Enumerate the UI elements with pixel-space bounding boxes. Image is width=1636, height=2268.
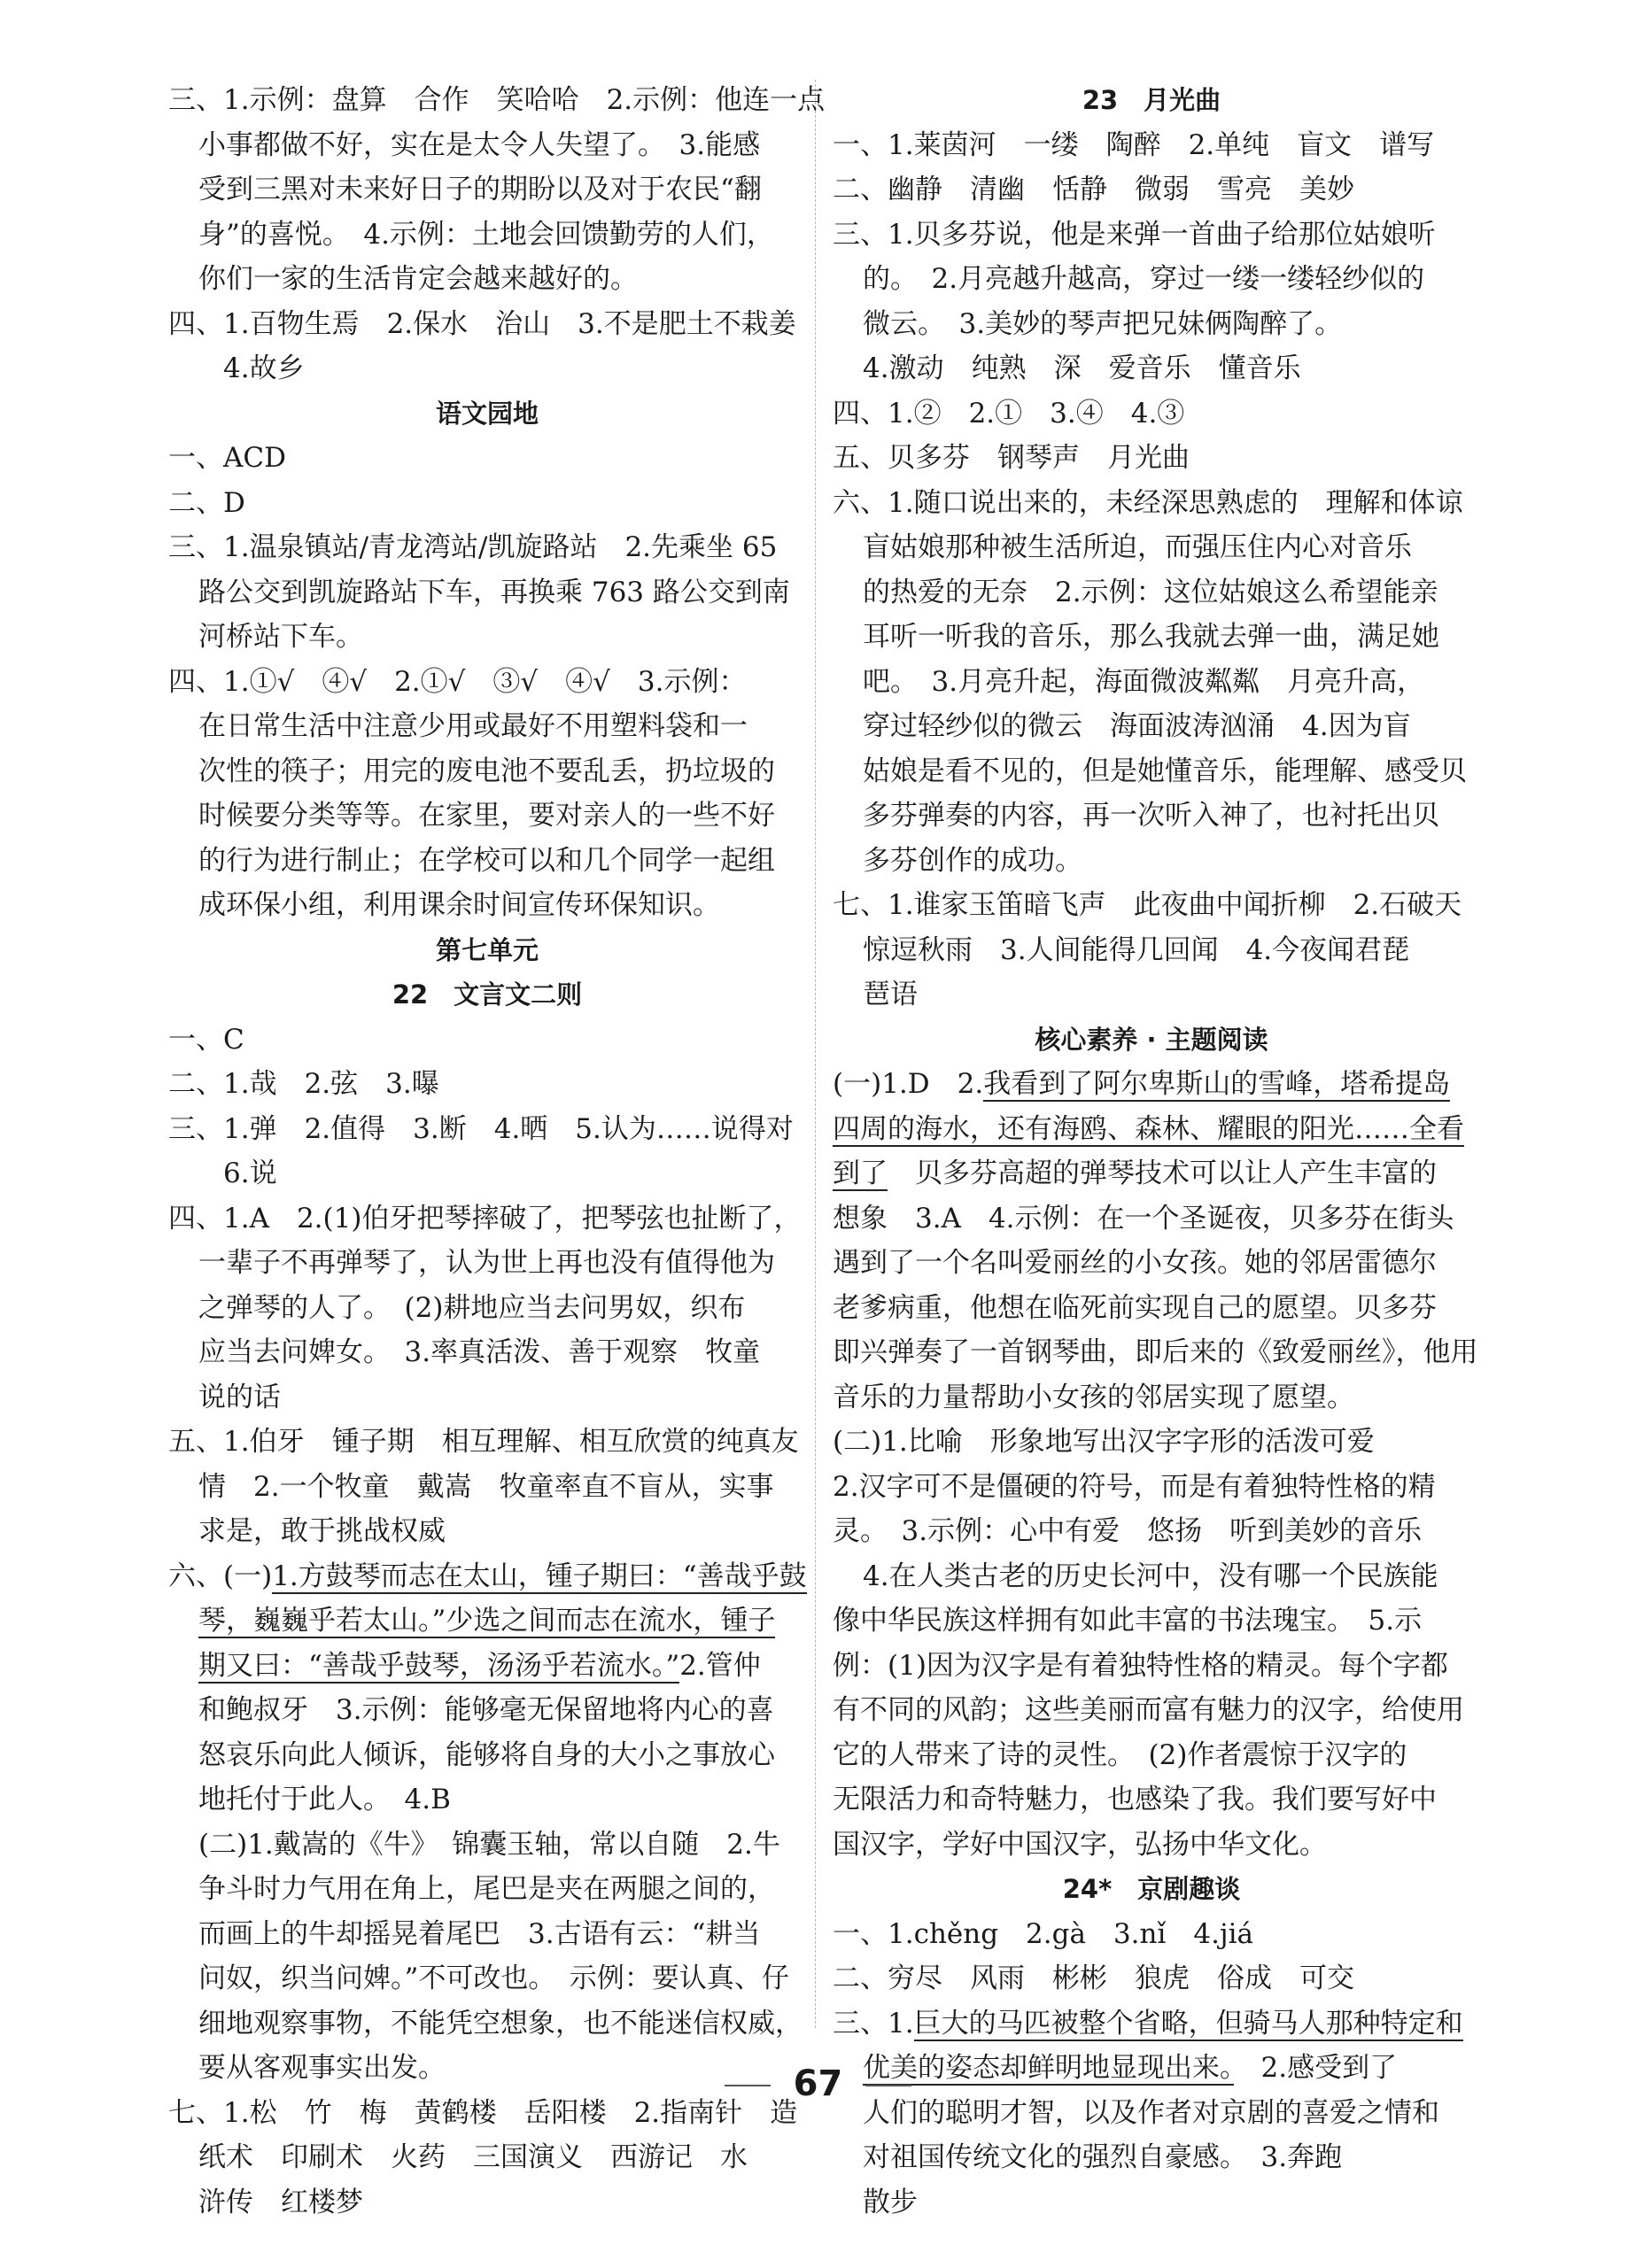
unit-heading: 第七单元 xyxy=(435,934,539,965)
text-line: 小事都做不好，实在是太令人失望了。 3.能感 xyxy=(198,128,761,161)
text-line: 4.在人类古老的历史长河中，没有哪一个民族能 xyxy=(863,1560,1438,1592)
text-line: 浒传 红楼梦 xyxy=(198,2186,363,2218)
text-line: 三、1.示例：盘算 合作 笑哈哈 2.示例：他连一点 xyxy=(168,84,826,116)
text-line: 四、1.② 2.① 3.④ 4.③ xyxy=(833,397,1185,430)
underlined-text: 期又曰：“善哉乎鼓琴，汤汤乎若流水。” xyxy=(198,1649,680,1682)
text-line: 耳听一听我的音乐，那么我就去弹一曲，满足她 xyxy=(863,621,1439,653)
right-column xyxy=(833,78,1478,2225)
text-line: 二、1.哉 2.弦 3.曝 xyxy=(168,1068,439,1100)
text-line: 国汉字，学好中国汉字，弘扬中华文化。 xyxy=(833,1828,1327,1861)
text-line: 一、1.莱茵河 一缕 陶醉 2.单纯 盲文 谱写 xyxy=(833,128,1435,161)
text-line: 吧。 3.月亮升起，海面微波粼粼 月亮升高， xyxy=(863,665,1425,698)
text-line: 争斗时力气用在角上，尾巴是夹在两腿之间的， xyxy=(198,1873,775,1905)
text-line: 二、幽静 清幽 恬静 微弱 雪亮 美妙 xyxy=(833,174,1354,205)
text-line: 遇到了一个名叫爱丽丝的小女孩。她的邻居雷德尔 xyxy=(833,1247,1437,1279)
page-number-value: 67 xyxy=(793,2063,843,2104)
underlined-text: 巨大的马匹被整个省略，但骑马人那种特定和 xyxy=(913,2007,1463,2040)
text-line xyxy=(833,1151,1470,1196)
text-line: 对祖国传统文化的强烈自豪感。 3.奔跑 xyxy=(863,2141,1343,2173)
text-line: 姑娘是看不见的，但是她懂音乐，能理解、感受贝 xyxy=(863,755,1467,787)
text-line: 成环保小组，利用课余时间宣传环保知识。 xyxy=(198,889,720,921)
text-line: 音乐的力量帮助小女孩的邻居实现了愿望。 xyxy=(833,1381,1354,1413)
text-segment: 贝多芬高超的弹琴技术可以让人产生丰富的 xyxy=(888,1157,1437,1189)
section-heading: 语文园地 xyxy=(435,398,539,429)
text-line: 一、C xyxy=(168,1023,244,1056)
text-line: 七、1.谁家玉笛暗飞声 此夜曲中闻折柳 2.石破天 xyxy=(833,889,1462,921)
text-line: 的。 2.月亮越升越高，穿过一缕一缕轻纱似的 xyxy=(863,263,1425,295)
underlined-text: 琴，巍巍乎若太山。”少选之间而志在流水，锺子 xyxy=(198,1605,776,1637)
lesson-heading: 23 月光曲 xyxy=(1082,85,1221,115)
text-line: 盲姑娘那种被生活所迫，而强压住内心对音乐 xyxy=(863,531,1412,563)
text-line: 细地观察事物，不能凭空想象，也不能迷信权威， xyxy=(198,2007,802,2040)
text-line: 受到三黑对未来好日子的期盼以及对于农民“翻 xyxy=(198,174,762,205)
text-line xyxy=(833,1107,1470,1152)
text-line: 穿过轻纱似的微云 海面波涛汹涌 4.因为盲 xyxy=(863,710,1411,742)
text-line: 路公交到凯旋路站下车，再换乘 763 路公交到南 xyxy=(198,576,790,608)
text-line: 三、1.温泉镇站/青龙湾站/凯旋路站 2.先乘坐 65 xyxy=(168,531,778,563)
text-line: 二、穷尽 风雨 彬彬 狼虎 俗成 可交 xyxy=(833,1962,1354,1994)
text-line: 时候要分类等等。在家里，要对亲人的一些不好 xyxy=(198,800,775,832)
text-line: 灵。 3.示例：心中有爱 悠扬 听到美妙的音乐 xyxy=(833,1515,1423,1547)
text-line: 无限活力和奇特魅力，也感染了我。我们要写好中 xyxy=(833,1784,1437,1815)
underlined-text: 到了 xyxy=(833,1157,888,1189)
text-line xyxy=(168,1644,806,1689)
text-line: 求是，敢于挑战权威 xyxy=(198,1515,446,1547)
text-line: 一、1.chěng 2.gà 3.nǐ 4.jiá xyxy=(833,1917,1254,1950)
text-segment: 六、(一) xyxy=(168,1560,273,1592)
text-line: 二、D xyxy=(168,486,245,519)
text-line: 有不同的风韵；这些美丽而富有魅力的汉字，给使用 xyxy=(833,1694,1464,1726)
text-line: 你们一家的生活肯定会越来越好的。 xyxy=(198,263,638,295)
section-heading: 核心素养 · 主题阅读 xyxy=(1035,1024,1268,1055)
text-line: 多芬创作的成功。 xyxy=(863,844,1082,877)
underlined-text: 我看到了阿尔卑斯山的雪峰，塔希提岛 xyxy=(983,1068,1451,1100)
text-line: 应当去问婢女。 3.率真活泼、善于观察 牧童 xyxy=(198,1336,761,1368)
text-segment: 2.感受到了 xyxy=(1233,2052,1398,2084)
text-line: 的行为进行制止；在学校可以和几个同学一起组 xyxy=(198,844,775,877)
page-number-dash xyxy=(725,2085,771,2086)
text-line: 身”的喜悦。 4.示例：土地会回馈勤劳的人们， xyxy=(198,218,774,251)
text-line xyxy=(168,1554,806,1599)
text-line: 在日常生活中注意少用或最好不用塑料袋和一 xyxy=(198,710,748,742)
text-line: 4.故乡 xyxy=(223,352,305,384)
page-number xyxy=(0,2063,1636,2104)
underlined-text: 四周的海水，还有海鸥、森林、耀眼的阳光……全看 xyxy=(833,1112,1464,1145)
underlined-text: 1.方鼓琴而志在太山，锺子期曰：“善哉乎鼓 xyxy=(272,1560,807,1592)
text-segment: 三、1. xyxy=(833,2007,914,2040)
text-line: 四、1.A 2.(1)伯牙把琴摔破了，把琴弦也扯断了， xyxy=(168,1202,802,1235)
text-line: 之弹琴的人了。 (2)耕地应当去问男奴，织布 xyxy=(198,1291,746,1324)
text-line: 五、1.伯牙 锺子期 相互理解、相互欣赏的纯真友 xyxy=(168,1426,799,1458)
text-line: 人们的聪明才智，以及作者对京剧的喜爱之情和 xyxy=(863,2096,1439,2129)
text-line: 四、1.百物生焉 2.保水 治山 3.不是肥土不栽姜 xyxy=(168,307,796,340)
column-divider xyxy=(815,80,816,2028)
text-line: 七、1.松 竹 梅 黄鹤楼 岳阳楼 2.指南针 造 xyxy=(168,2096,798,2129)
text-line: 三、1.贝多芬说，他是来弹一首曲子给那位姑娘听 xyxy=(833,218,1436,251)
text-line: 想象 3.A 4.示例：在一个圣诞夜，贝多芬在街头 xyxy=(833,1202,1454,1235)
text-line: 即兴弹奏了一首钢琴曲，即后来的《致爱丽丝》，他用 xyxy=(833,1336,1478,1368)
text-line: 怒哀乐向此人倾诉，能够将自身的大小之事放心 xyxy=(198,1738,775,1771)
underlined-text: 优美的姿态却鲜明地显现出来。 xyxy=(863,2052,1234,2084)
text-segment: (一)1.D 2. xyxy=(833,1068,984,1100)
text-line: 次性的筷子；用完的废电池不要乱丢，扔垃圾的 xyxy=(198,755,775,787)
text-line xyxy=(833,1062,1470,1107)
text-line: 多芬弹奏的内容，再一次听入神了，也衬托出贝 xyxy=(863,800,1439,832)
text-line: 像中华民族这样拥有如此丰富的书法瑰宝。 5.示 xyxy=(833,1605,1423,1637)
text-line: 惊逗秋雨 3.人间能得几回闻 4.今夜闻君琵 xyxy=(863,933,1410,966)
text-line: 散步 xyxy=(863,2186,918,2218)
text-line: (二)1.戴嵩的《牛》 锦囊玉轴，常以自随 2.牛 xyxy=(198,1828,780,1861)
text-line: 地托付于此人。 4.B xyxy=(198,1784,451,1815)
text-line: (二)1.比喻 形象地写出汉字字形的活泼可爱 xyxy=(833,1426,1375,1458)
text-line: 三、1.弹 2.值得 3.断 4.晒 5.认为……说得对 xyxy=(168,1112,794,1145)
text-line xyxy=(168,1598,806,1644)
lesson-heading: 24* 京剧趣谈 xyxy=(1062,1874,1241,1904)
page-number-dash xyxy=(865,2085,911,2086)
text-line: 问奴，织当问婢。”不可改也。 示例：要认真、仔 xyxy=(198,1962,789,1994)
text-line: 情 2.一个牧童 戴嵩 牧童率直不盲从，实事 xyxy=(198,1470,774,1503)
text-line: 琶语 xyxy=(863,979,918,1010)
text-line: 一、ACD xyxy=(168,442,286,474)
text-line: 河桥站下车。 xyxy=(198,621,363,653)
text-line: 四、1.①√ ④√ 2.①√ ③√ ④√ 3.示例： xyxy=(168,665,747,698)
text-line: 而画上的牛却摇晃着尾巴 3.古语有云：“耕当 xyxy=(198,1917,761,1950)
text-line: 六、1.随口说出来的，未经深思熟虑的 理解和体谅 xyxy=(833,486,1463,519)
text-line: 例：(1)因为汉字是有着独特性格的精灵。每个字都 xyxy=(833,1649,1448,1682)
text-line: 6.说 xyxy=(223,1157,277,1189)
text-line xyxy=(833,2001,1470,2047)
text-line: 微云。 3.美妙的琴声把兄妹俩陶醉了。 xyxy=(863,307,1343,340)
text-line: 老爹病重，他想在临死前实现自己的愿望。贝多芬 xyxy=(833,1291,1437,1324)
text-line: 纸术 印刷术 火药 三国演义 西游记 水 xyxy=(198,2141,748,2173)
text-line: 说的话 xyxy=(198,1381,281,1413)
text-line: 2.汉字可不是僵硬的符号，而是有着独特性格的精 xyxy=(833,1470,1436,1503)
text-line: 的热爱的无奈 2.示例：这位姑娘这么希望能亲 xyxy=(863,576,1438,608)
text-line: 它的人带来了诗的灵性。 (2)作者震惊于汉字的 xyxy=(833,1738,1407,1771)
text-line: 一辈子不再弹琴了，认为世上再也没有值得他为 xyxy=(198,1247,775,1279)
text-line: 4.激动 纯熟 深 爱音乐 懂音乐 xyxy=(863,352,1301,384)
text-segment: 2.管仲 xyxy=(679,1649,761,1682)
lesson-heading: 22 文言文二则 xyxy=(392,979,583,1010)
text-line: 五、贝多芬 钢琴声 月光曲 xyxy=(833,442,1190,474)
text-line: 和鲍叔牙 3.示例：能够毫无保留地将内心的喜 xyxy=(198,1694,774,1726)
text-line: 要从客观事实出发。 xyxy=(198,2052,446,2084)
